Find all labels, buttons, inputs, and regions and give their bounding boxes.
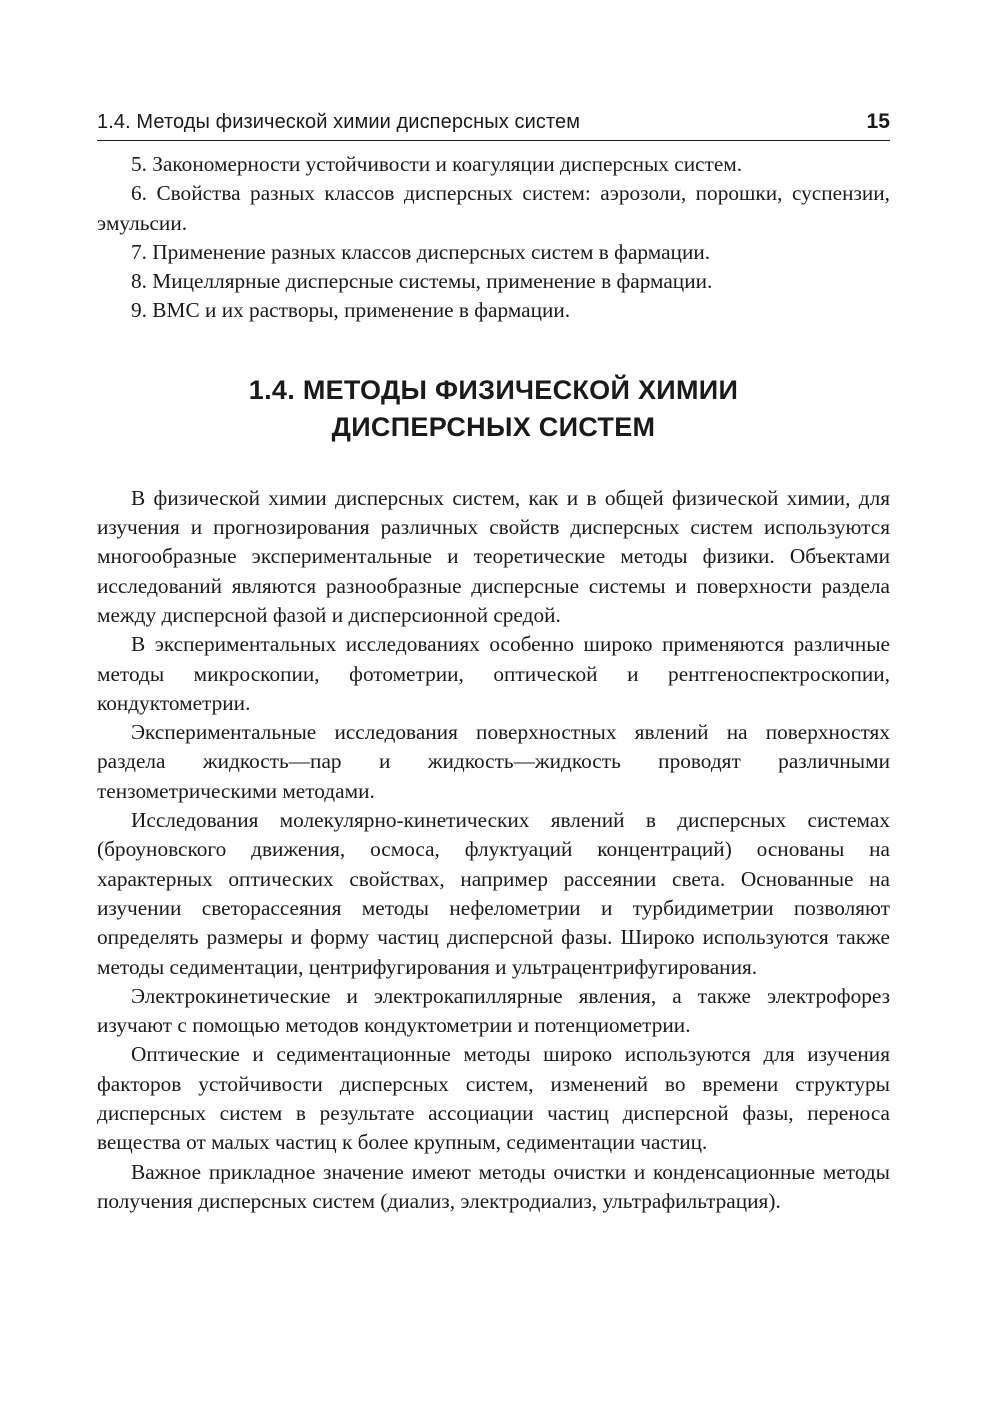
book-page [97,110,890,1216]
list-item: 5. Закономерности устойчивости и коагуляции дисперсных систем. [131,152,743,176]
paragraph: Оптические и седиментационные методы широко используются для изучения факторов устойчивости дисперсных систем, изменений во времени структуры дисперсных систем в результате ассоциации частиц дисперсной фазы, переноса вещества от малых частиц к более крупным, седиментации частиц. [97,1042,890,1155]
section-heading-line-2: ДИСПЕРСНЫХ СИСТЕМ [331,411,656,442]
paragraph: Экспериментальные исследования поверхностных явлений на поверхностях раздела жидкость—пар и жидкость—жидкость проводят различными тензометрическими методами. [97,720,890,803]
section-heading [97,372,890,446]
paragraph: Электрокинетические и электрокапиллярные явления, а также электрофорез изучают с помощью методов кондуктометрии и потенциометрии. [97,983,890,1038]
section-body [97,484,890,1216]
section-heading-line-1: 1.4. МЕТОДЫ ФИЗИЧЕСКОЙ ХИМИИ [248,374,739,405]
list-item: 6. Свойства разных классов дисперсных систем: аэрозоли, порошки, суспензии, эмульсии. [97,181,890,235]
question-list [97,150,890,326]
page-number: 15 [866,110,890,133]
list-item: 9. ВМС и их растворы, применение в фармации. [131,298,571,323]
paragraph: Важное прикладное значение имеют методы очистки и конденсационные методы получения дисперсных систем (диализ, электродиализ, ультрафильтрация). [97,1159,890,1213]
running-head-title: 1.4. Методы физической химии дисперсных систем [97,111,581,133]
running-head [97,110,890,141]
list-item: 7. Применение разных классов дисперсных систем в фармации. [131,239,711,264]
paragraph: В экспериментальных исследованиях особенно широко применяются различные методы микроскопии, фотометрии, оптической и рентгеноспектроскопии, кондуктометрии. [97,632,890,715]
paragraph: В физической химии дисперсных систем, как и в общей физической химии, для изучения и прогнозирования различных свойств дисперсных систем используются многообразные экспериментальные и теоретические методы физики. Объектами исследований являются разнообразные дисперсные системы и поверхности раздела между дисперсной фазой и дисперсионной средой. [97,485,890,627]
paragraph: Исследования молекулярно-кинетических явлений в дисперсных системах (броуновского движения, осмоса, флуктуаций концентраций) основаны на характерных оптических свойствах, например рассеянии света. Основанные на изучении светорассеяния методы нефелометрии и турбидиметрии позволяют определять размеры и форму частиц дисперсной фазы. Широко используются также методы седиментации, центрифугирования и ультрацентрифугирования. [97,808,890,979]
list-item: 8. Мицеллярные дисперсные системы, применение в фармации. [131,269,713,294]
